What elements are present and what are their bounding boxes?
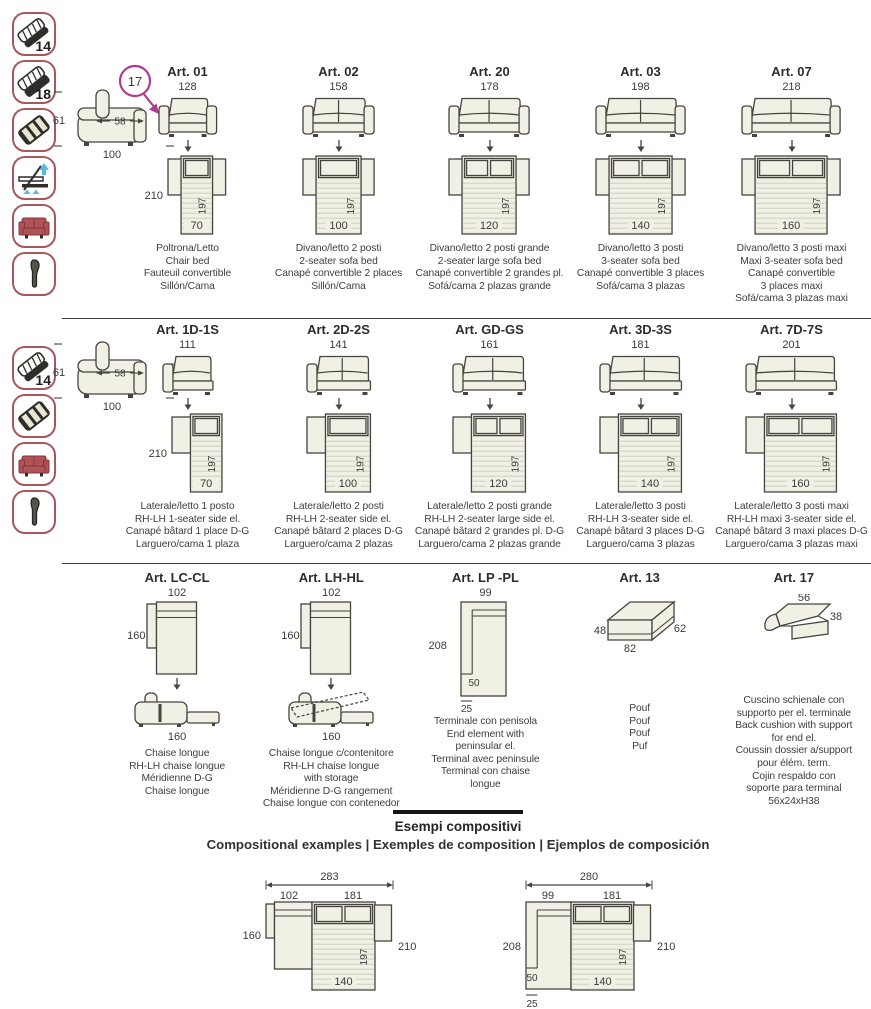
product-title: Art. 07 (771, 64, 812, 79)
product-caption (416, 243, 564, 293)
chaise-plan-diagram (299, 600, 363, 676)
caption-line: RH-LH chaise longue (283, 760, 380, 772)
sofa-width-label: 111 (179, 339, 196, 351)
caption-line: Méridienne D-G rangement (270, 785, 393, 797)
caption-line: Cojin respaldo con (752, 770, 836, 782)
slatted-base-icon (17, 113, 51, 147)
sofa-front-diagram (445, 94, 533, 138)
dim-label: 140 (334, 976, 353, 988)
product-column (112, 64, 263, 306)
sofa-front-diagram (449, 352, 529, 396)
caption-line: Sofá/cama 2 plazas grande (428, 280, 551, 292)
product-column (100, 570, 254, 811)
caption-line: RH-LH 2-seater side el. (285, 513, 392, 525)
chaise-plan-diagram (145, 600, 209, 676)
down-arrow-icon (484, 398, 496, 410)
feature-icon-box (12, 252, 56, 296)
caption-line: Chaise longue con contenedor (262, 798, 400, 810)
caption-line: Chaise longue (144, 785, 210, 797)
product-column (716, 322, 867, 551)
caption-line: Chaise longue (144, 748, 210, 759)
dim-label: 283 (320, 871, 339, 883)
product-title: Art. 02 (318, 64, 359, 79)
caption-line: with storage (304, 773, 359, 785)
terminal-plan-diagram (452, 600, 518, 714)
caption-line: 56x24xH38 (768, 795, 820, 807)
sofa-width-label: 161 (480, 339, 499, 351)
product-title: Art. 01 (167, 64, 208, 79)
caption-line: Larguero/cama 2 plazas grande (418, 538, 561, 550)
product-column (717, 570, 871, 811)
product-caption (126, 501, 249, 551)
product-title: Art. 03 (620, 64, 661, 79)
caption-line: Chair bed (165, 255, 210, 267)
lift-mechanism-icon (17, 161, 51, 195)
dim-label: 70 (190, 219, 203, 232)
caption-line: Sofá/cama 3 plazas maxi (735, 293, 848, 305)
sofa-icon (17, 447, 51, 481)
sofa-width-label: 178 (480, 81, 499, 93)
product-title: Art. 2D-2S (307, 322, 370, 337)
bed-plan-diagram (140, 154, 236, 237)
product-caption (275, 243, 402, 293)
dim-label: 210 (144, 189, 163, 202)
separator-line (62, 318, 871, 319)
composition-example-2 (492, 870, 697, 1009)
dim-label: 160 (242, 930, 261, 942)
product-column (254, 570, 408, 811)
product-caption (129, 748, 225, 798)
caption-line: Laterale/letto 2 posti (293, 501, 384, 512)
caption-line: Maxi 3-seater sofa bed (740, 255, 843, 267)
product-title: Art. GD-GS (455, 322, 524, 337)
bed-plan-diagram (732, 154, 850, 237)
dim-label: 62 (673, 623, 686, 635)
product-row-2 (112, 322, 867, 551)
dim-label: 102 (279, 890, 299, 902)
dim-label: 160 (791, 477, 810, 490)
caption-line: Larguero/cama 3 plazas (586, 538, 695, 550)
bed-plan-diagram (297, 412, 380, 495)
dim-label: 197 (355, 455, 367, 473)
product-caption (735, 243, 848, 306)
dim-label: 70 (199, 477, 212, 490)
product-caption (431, 716, 539, 792)
chaise-side-diagram (283, 692, 379, 730)
down-arrow-icon (786, 398, 798, 410)
product-column (263, 322, 414, 551)
product-title: Art. LP -PL (452, 570, 519, 585)
caption-line: Canapé convertible (748, 268, 835, 280)
product-column (716, 64, 867, 306)
caption-line: Canapé bâtard 1 place D-G (125, 526, 250, 538)
product-caption (576, 501, 704, 551)
dim-label: 25 (526, 999, 538, 1009)
caption-line: Puf (632, 740, 648, 752)
caption-line: RH-LH 3-seater side el. (587, 513, 694, 525)
composition-plan-2 (492, 870, 697, 1009)
separator-line (62, 563, 871, 564)
depth-label: 160 (281, 630, 300, 642)
caption-line: RH-LH 1-seater side el. (134, 513, 241, 525)
dim-label: 210 (398, 941, 417, 953)
sofa-front-diagram (592, 94, 689, 138)
product-title: Art. LH-HL (298, 570, 364, 585)
depth-label: 160 (127, 630, 146, 642)
examples-subtitle: Compositional examples | Exemples de composition | Ejemplos de composición (206, 836, 710, 852)
dim-label: 61 (52, 115, 66, 127)
dim-label: 181 (343, 890, 363, 902)
sofa-width-label: 201 (782, 339, 801, 351)
dim-label: 56 (797, 594, 810, 604)
dim-label: 99 (541, 890, 555, 902)
width-label: 99 (479, 587, 492, 599)
product-column (263, 64, 414, 306)
chaise-plan-wrap (281, 600, 363, 676)
dim-label: 38 (829, 611, 842, 623)
product-title: Art. 13 (619, 570, 660, 585)
down-arrow-icon (333, 398, 345, 410)
caption-line: Canapé bâtard 3 maxi places D-G (715, 526, 868, 538)
caption-line: Canapé convertible 2 places (274, 268, 403, 280)
product-caption (735, 695, 852, 808)
icon-badge: 14 (35, 38, 51, 54)
product-title: Art. 7D-7S (760, 322, 823, 337)
pouf-diagram (588, 594, 692, 654)
dim-label: 210 (657, 941, 676, 953)
length-label: 160 (167, 731, 187, 743)
dim-label: 82 (623, 643, 636, 654)
examples-section (58, 810, 858, 852)
bed-plan-diagram (144, 412, 232, 495)
caption-line: longue (470, 778, 501, 790)
terminal-plan-wrap (428, 600, 518, 714)
sofa-width-label: 181 (631, 339, 650, 351)
caption-line: Terminal avec peninsule (431, 753, 540, 765)
sofa-front-diagram (155, 94, 221, 138)
caption-line: Larguero/cama 2 plazas (284, 538, 393, 550)
caption-line: for end el. (771, 732, 817, 744)
width-label: 102 (322, 587, 341, 599)
dim-label: 197 (656, 197, 668, 215)
product-caption (144, 243, 231, 293)
dim-label: 210 (148, 447, 167, 460)
product-column (112, 322, 263, 551)
product-column (565, 322, 716, 551)
caption-line: Divano/letto 2 posti grande (429, 243, 550, 254)
dim-label: 100 (329, 219, 348, 232)
caption-line: RH-LH 2-seater large side el. (424, 513, 555, 525)
caption-line: Fauteuil convertible (143, 268, 232, 280)
product-title: Art. 17 (773, 570, 815, 585)
bed-plan-diagram (439, 154, 539, 237)
caption-line: Poltrona/Letto (156, 243, 219, 254)
caption-line: Cuscino schienale con (743, 695, 845, 706)
caption-line: peninsular el. (455, 741, 516, 753)
dim-label: 120 (489, 477, 508, 490)
sofa-icon (17, 209, 51, 243)
caption-line: Méridienne D-G (141, 773, 213, 785)
bed-plan-diagram (586, 154, 695, 237)
caption-line: Sillón/Cama (160, 280, 215, 292)
product-caption (274, 501, 402, 551)
dim-label: 197 (618, 948, 629, 966)
down-arrow-icon (333, 140, 345, 152)
dim-label: 120 (480, 219, 499, 232)
sofa-front-diagram (299, 94, 378, 138)
dim-label: 50 (526, 973, 538, 984)
dim-label: 197 (359, 948, 370, 966)
dim-label: 25 (461, 704, 473, 714)
caption-line: Laterale/letto 1 posto (140, 501, 235, 512)
caption-line: Laterale/letto 2 posti grande (427, 501, 552, 512)
chaise-side-diagram (129, 692, 225, 730)
icon-badge: 14 (35, 372, 51, 388)
caption-line: Divano/letto 3 posti maxi (736, 243, 847, 254)
dim-label: 197 (206, 455, 218, 473)
back-cushion-diagram (746, 594, 842, 650)
product-caption (715, 501, 868, 551)
leg-icon (17, 495, 51, 529)
dim-label: 58 (114, 116, 126, 128)
dim-label: 181 (602, 890, 622, 902)
caption-line: 2-seater large sofa bed (437, 255, 542, 267)
caption-line: pour élém. term. (757, 757, 831, 769)
down-arrow-icon (171, 678, 183, 690)
dim-label: 197 (510, 455, 522, 473)
caption-line: Larguero/cama 1 plaza (135, 538, 240, 550)
icon-badge: 18 (35, 86, 51, 102)
caption-line: Pouf (629, 728, 651, 740)
feature-icon-box (12, 442, 56, 486)
caption-line: soporte para terminal (746, 783, 842, 795)
chaise-plan-wrap (127, 600, 209, 676)
product-column (414, 64, 565, 306)
caption-line: 3 places maxi (760, 280, 823, 292)
product-column (408, 570, 562, 811)
caption-line: Pouf (629, 715, 651, 727)
product-caption (415, 501, 564, 551)
down-arrow-icon (635, 140, 647, 152)
bed-plan-diagram (293, 154, 384, 237)
product-title: Art. LC-CL (144, 570, 210, 585)
caption-line: Divano/letto 2 posti (295, 243, 382, 254)
down-arrow-icon (635, 398, 647, 410)
dim-label: 197 (197, 197, 209, 215)
dim-label: 61 (52, 367, 66, 379)
feature-icon-box (12, 204, 56, 248)
caption-line: Laterale/letto 3 posti maxi (734, 501, 849, 512)
product-title: Art. 20 (469, 64, 510, 79)
dim-label: 48 (593, 625, 606, 637)
product-column (565, 64, 716, 306)
sofa-front-diagram (738, 94, 844, 138)
dim-label: 197 (501, 197, 513, 215)
product-title: Art. 1D-1S (156, 322, 219, 337)
caption-line: Canapé bâtard 2 places D-G (274, 526, 403, 538)
caption-line: Canapé bâtard 3 places D-G (576, 526, 705, 538)
down-arrow-icon (182, 140, 194, 152)
leg-icon (17, 257, 51, 291)
length-label: 160 (322, 731, 341, 743)
caption-line: Chaise longue c/contenitore (268, 748, 394, 759)
caption-line: Back cushion with support (735, 720, 853, 732)
dim-label: 100 (102, 149, 122, 161)
caption-line: RH-LH maxi 3-seater side el. (726, 513, 857, 525)
product-column (414, 322, 565, 551)
down-arrow-icon (484, 140, 496, 152)
bed-plan-diagram (736, 412, 846, 495)
dim-label: 197 (345, 197, 357, 215)
examples-title: Esempi compositivi (394, 818, 522, 834)
sofa-width-label: 158 (329, 81, 348, 93)
feature-icon-box (12, 490, 56, 534)
bed-plan-diagram (590, 412, 691, 495)
caption-line: RH-LH chaise longue (129, 760, 226, 772)
caption-line: End element with (446, 728, 525, 740)
dim-label: 140 (631, 219, 650, 232)
caption-line: Larguero/cama 3 plazas maxi (725, 538, 858, 550)
product-title: Art. 3D-3S (609, 322, 672, 337)
section-rule (393, 810, 523, 814)
dim-label: 280 (579, 871, 599, 883)
caption-line: 3-seater sofa bed (601, 255, 680, 267)
caption-line: Divano/letto 3 posti (597, 243, 684, 254)
bed-plan-diagram (443, 412, 535, 495)
dim-label: 140 (640, 477, 659, 490)
sofa-width-label: 198 (631, 81, 650, 93)
sofa-front-diagram (303, 352, 374, 396)
product-caption (577, 243, 704, 293)
sofa-front-diagram (159, 352, 217, 396)
sofa-width-label: 128 (178, 81, 197, 93)
dim-label: 160 (782, 219, 801, 232)
caption-line: Laterale/letto 3 posti (595, 501, 686, 512)
sofa-front-diagram (596, 352, 685, 396)
caption-line: Pouf (629, 703, 651, 714)
callout-number: 17 (127, 74, 143, 89)
depth-label: 208 (428, 640, 447, 652)
caption-line: Canapé convertible 3 places (576, 268, 705, 280)
sofa-front-diagram (742, 352, 840, 396)
product-row-1 (112, 64, 867, 306)
composition-plan-1 (232, 870, 432, 998)
caption-line: 2-seater sofa bed (299, 255, 378, 267)
down-arrow-icon (182, 398, 194, 410)
down-arrow-icon (325, 678, 337, 690)
feature-icon-box (12, 12, 56, 56)
product-column (563, 570, 717, 811)
caption-line: Terminal con chaise (440, 766, 531, 778)
caption-line: Sillón/Cama (311, 280, 366, 292)
dim-label: 197 (821, 455, 833, 473)
width-label: 102 (167, 587, 187, 599)
product-caption (629, 703, 650, 753)
caption-line: Terminale con penisola (433, 716, 538, 727)
dim-label: 197 (666, 455, 678, 473)
dim-label: 197 (812, 197, 824, 215)
composition-example-1 (232, 870, 432, 1003)
dim-label: 50 (468, 678, 481, 689)
sofa-width-label: 141 (329, 339, 348, 351)
caption-line: Canapé bâtard 2 grandes pl. D-G (414, 526, 565, 538)
product-caption (263, 748, 400, 811)
product-row-3 (100, 570, 871, 811)
dim-label: 208 (502, 941, 521, 953)
caption-line: Coussin dossier a/support (735, 745, 853, 757)
slatted-base-icon (17, 399, 51, 433)
caption-line: Sofá/cama 3 plazas (596, 280, 685, 292)
sofa-width-label: 218 (782, 81, 801, 93)
dim-label: 100 (338, 477, 357, 490)
dim-label: 140 (593, 976, 612, 988)
dim-label: 100 (102, 401, 122, 413)
caption-line: supporto per el. terminale (736, 707, 851, 719)
dim-label: 58 (114, 368, 126, 380)
down-arrow-icon (786, 140, 798, 152)
caption-line: Canapé convertible 2 grandes pl. (415, 268, 564, 280)
